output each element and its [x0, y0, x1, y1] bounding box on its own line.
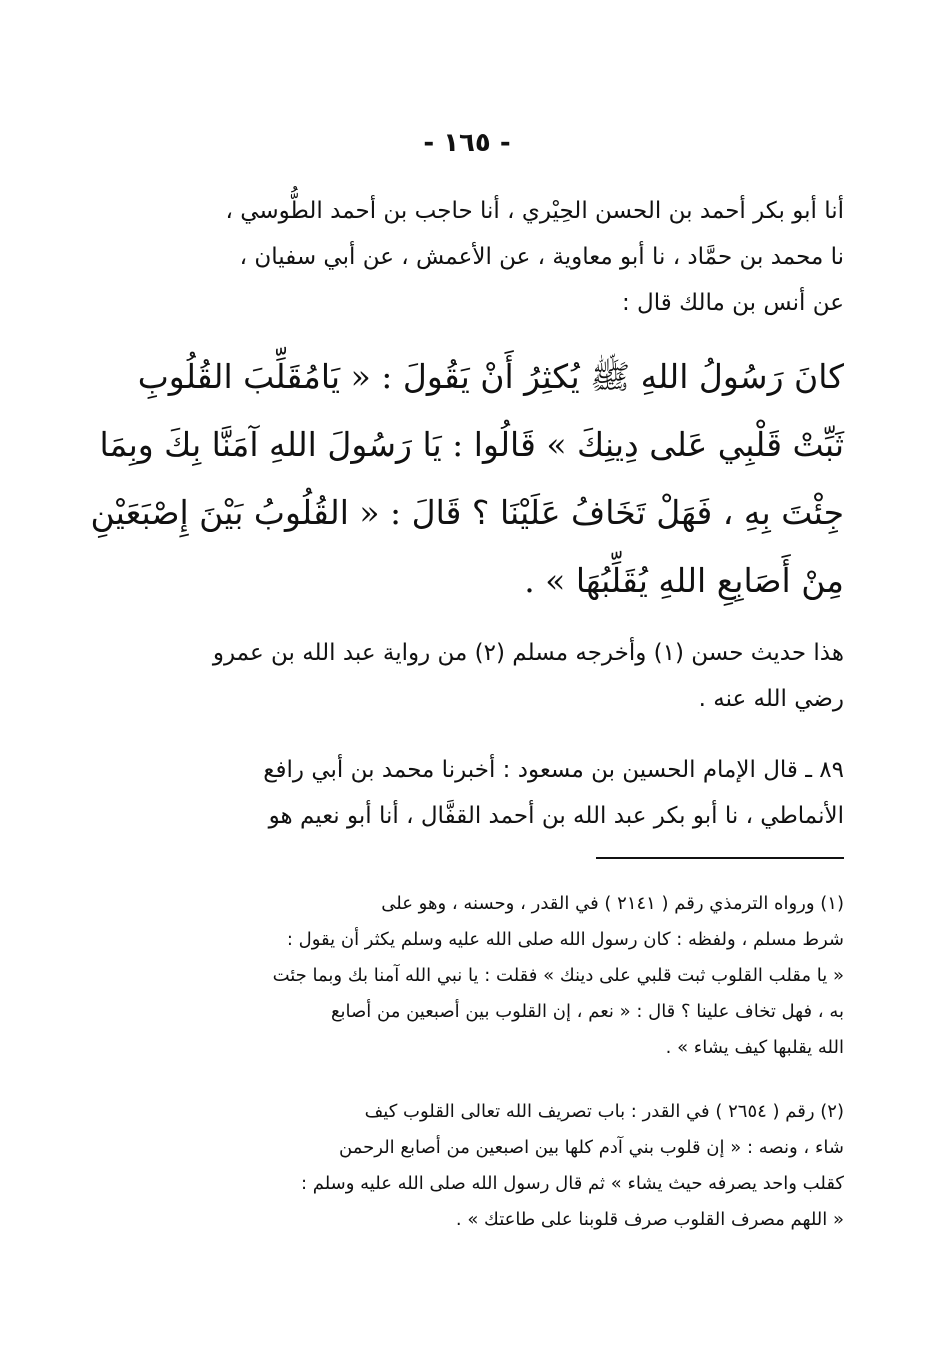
footnote-line: شرط مسلم ، ولفظه : كان رسول الله صلى الله عليه وسلم يكثر أن يقول : [286, 929, 844, 950]
footnote-line: به ، فهل تخاف علينا ؟ قال : « نعم ، إن القلوب بين أصبعين من أصابع [330, 1001, 844, 1022]
hadith-line: كانَ رَسُولُ اللهِ ﷺ يُكثِرُ أَنْ يَقُولَ : « يَامُقَلِّبَ القُلُوبِ [137, 357, 844, 396]
footnote-line: (١) ورواه الترمذي رقم ( ٢١٤١ ) في القدر ، وحسنه ، وهو على [381, 893, 844, 914]
footnote-1 [182, 886, 844, 1066]
hadith-text [90, 343, 844, 615]
next-hadith-line: الأنماطي ، نا أبو بكر عبد الله بن أحمد القفَّال ، أنا أبو نعيم هو [268, 803, 844, 829]
hadith-line: مِنْ أَصَابِعِ اللهِ يُقَلِّبُهَا » . [524, 561, 844, 600]
isnad-paragraph [182, 188, 844, 326]
footnote-line: الله يقلبها كيف يشاء » . [665, 1037, 844, 1058]
footnote-line: « يا مقلب القلوب ثبت قلبي على دينك » فقلت : يا نبي الله آمنا بك وبما جئت [272, 965, 844, 986]
footnote-line: شاء ، ونصه : « إن قلوب بني آدم كلها بين اصبعين من أصابع الرحمن [339, 1137, 844, 1158]
footnote-line: (٢) رقم ( ٢٦٥٤ ) في القدر : باب تصريف الله تعالى القلوب كيف [364, 1101, 844, 1122]
footnote-line: « اللهم مصرف القلوب صرف قلوبنا على طاعتك » . [455, 1209, 844, 1230]
grading-paragraph [182, 630, 844, 722]
next-hadith-line: ٨٩ ـ قال الإمام الحسين بن مسعود : أخبرنا محمد بن أبي رافع [263, 757, 844, 783]
isnad-line: عن أنس بن مالك قال : [622, 290, 844, 316]
hadith-line: جِئْتَ بِهِ ، فَهَلْ تَخَافُ عَلَيْنَا ؟ قَالَ : « القُلُوبُ بَيْنَ إِصْبَعَيْنِ [90, 493, 844, 532]
grading-line: هذا حديث حسن (١) وأخرجه مسلم (٢) من رواية عبد الله بن عمرو [212, 640, 844, 666]
footnote-line: كقلب واحد يصرفه حيث يشاء » ثم قال رسول الله صلى الله عليه وسلم : [300, 1173, 844, 1194]
footnote-2 [182, 1094, 844, 1238]
hadith-line: ثَبِّتْ قَلْبِي عَلى دِينِكَ » قَالُوا : يَا رَسُولَ اللهِ آمَنَّا بِكَ وبِمَا [99, 425, 844, 464]
isnad-line: أنا أبو بكر أحمد بن الحسن الحِيْري ، أنا حاجب بن أحمد الطُّوسي ، [225, 198, 844, 224]
page-number: - ١٦٥ - [423, 128, 511, 158]
isnad-line: نا محمد بن حمَّاد ، نا أبو معاوية ، عن الأعمش ، عن أبي سفيان ، [239, 244, 844, 270]
next-hadith-paragraph [182, 747, 844, 839]
grading-line: رضي الله عنه . [698, 686, 844, 712]
footnote-divider [596, 857, 844, 859]
